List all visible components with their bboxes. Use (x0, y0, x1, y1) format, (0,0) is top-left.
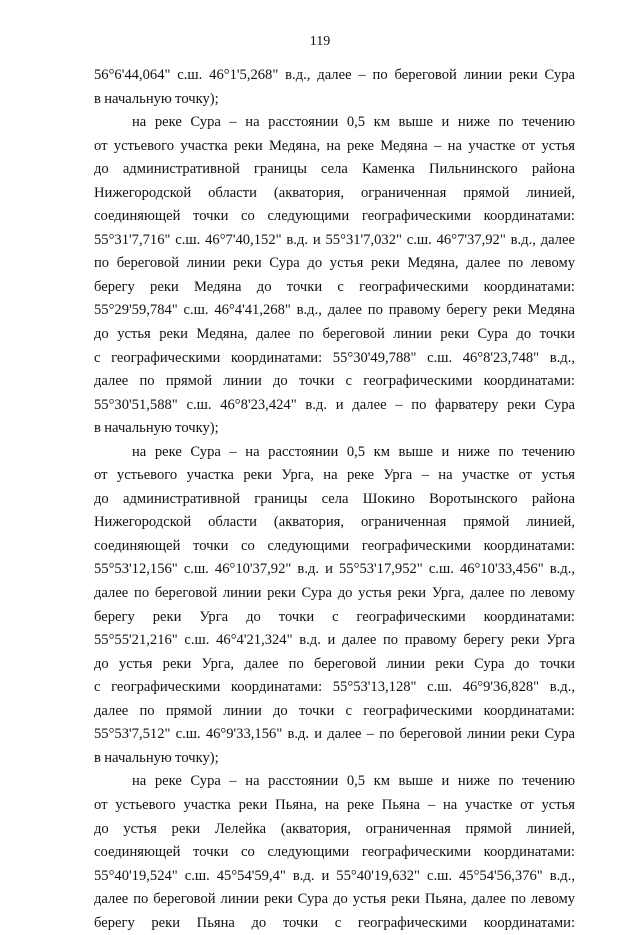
text-line: на реке Сура – на расстоянии 0,5 км выше и ниже по течению (132, 443, 575, 460)
text-line: далее по прямой линии до точки с географическими координатами: (94, 702, 575, 719)
document-body (94, 64, 575, 935)
text-line: до административной границы села Каменка Пильнинского района (94, 161, 575, 178)
text-line: Нижегородской области (акватория, ограниченная прямой линией, (94, 184, 575, 201)
text-line: берегу реки Пьяна до точки с географическими координатами: (94, 914, 575, 931)
text-line: 55°55'21,216" с.ш. 46°4'21,324" в.д. и далее по правому берегу реки Урга (94, 632, 575, 649)
text-line: 56°6'44,064" с.ш. 46°1'5,268" в.д., далее – по береговой линии реки Сура (94, 67, 575, 83)
text-line: 55°29'59,784" с.ш. 46°4'41,268" в.д., далее по правому берегу реки Медяна (94, 302, 575, 319)
text-line: в начальную точку); (94, 749, 219, 766)
text-line: до административной границы села Шокино Воротынского района (94, 490, 575, 507)
text-line: берегу реки Медяна до точки с географическими координатами: (94, 278, 575, 295)
text-line: от устьевого участка реки Медяна, на реке Медяна – на участке от устья (94, 137, 575, 154)
text-line: Нижегородской области (акватория, ограниченная прямой линией, (94, 514, 575, 531)
text-line: в начальную точку); (94, 90, 219, 107)
page-number: 119 (309, 34, 331, 49)
text-line: далее по береговой линии реки Сура до устья реки Урга, далее по левому (94, 585, 575, 602)
text-line: от устьевого участка реки Пьяна, на реке Пьяна – на участке от устья (94, 796, 575, 813)
text-line: с географическими координатами: 55°53'13,128" с.ш. 46°9'36,828" в.д., (94, 679, 575, 696)
text-line: 55°53'7,512" с.ш. 46°9'33,156" в.д. и далее – по береговой линии реки Сура (94, 726, 575, 743)
text-line: соединяющей точки со следующими географическими координатами: (94, 537, 575, 554)
text-line: на реке Сура – на расстоянии 0,5 км выше и ниже по течению (132, 114, 575, 131)
text-line: 55°31'7,716" с.ш. 46°7'40,152" в.д. и 55°31'7,032" с.ш. 46°7'37,92" в.д., далее (94, 231, 575, 248)
text-line: до устья реки Урга, далее по береговой линии реки Сура до точки (94, 655, 575, 672)
text-line: 55°40'19,524" с.ш. 45°54'59,4" в.д. и 55°40'19,632" с.ш. 45°54'56,376" в.д., (94, 867, 575, 884)
text-line: до устья реки Медяна, далее по береговой линии реки Сура до точки (94, 326, 575, 343)
text-line: соединяющей точки со следующими географическими координатами: (94, 844, 575, 861)
text-line: на реке Сура – на расстоянии 0,5 км выше и ниже по течению (132, 773, 575, 790)
text-line: далее по прямой линии до точки с географическими координатами: (94, 373, 575, 390)
text-line: от устьевого участка реки Урга, на реке Урга – на участке от устья (94, 467, 575, 484)
text-line: в начальную точку); (94, 420, 219, 437)
text-line: 55°30'51,588" с.ш. 46°8'23,424" в.д. и далее – по фарватеру реки Сура (94, 396, 575, 413)
text-line: до устья реки Лелейка (акватория, ограниченная прямой линией, (94, 820, 575, 837)
text-line: соединяющей точки со следующими географическими координатами: (94, 208, 575, 225)
text-line: далее по береговой линии реки Сура до устья реки Пьяна, далее по левому (94, 891, 575, 908)
text-line: 55°53'12,156" с.ш. 46°10'37,92" в.д. и 55°53'17,952" с.ш. 46°10'33,456" в.д., (94, 561, 575, 578)
text-line: с географическими координатами: 55°30'49,788" с.ш. 46°8'23,748" в.д., (94, 349, 575, 366)
text-line: по береговой линии реки Сура до устья реки Медяна, далее по левому (94, 255, 575, 272)
text-line: берегу реки Урга до точки с географическими координатами: (94, 608, 575, 625)
